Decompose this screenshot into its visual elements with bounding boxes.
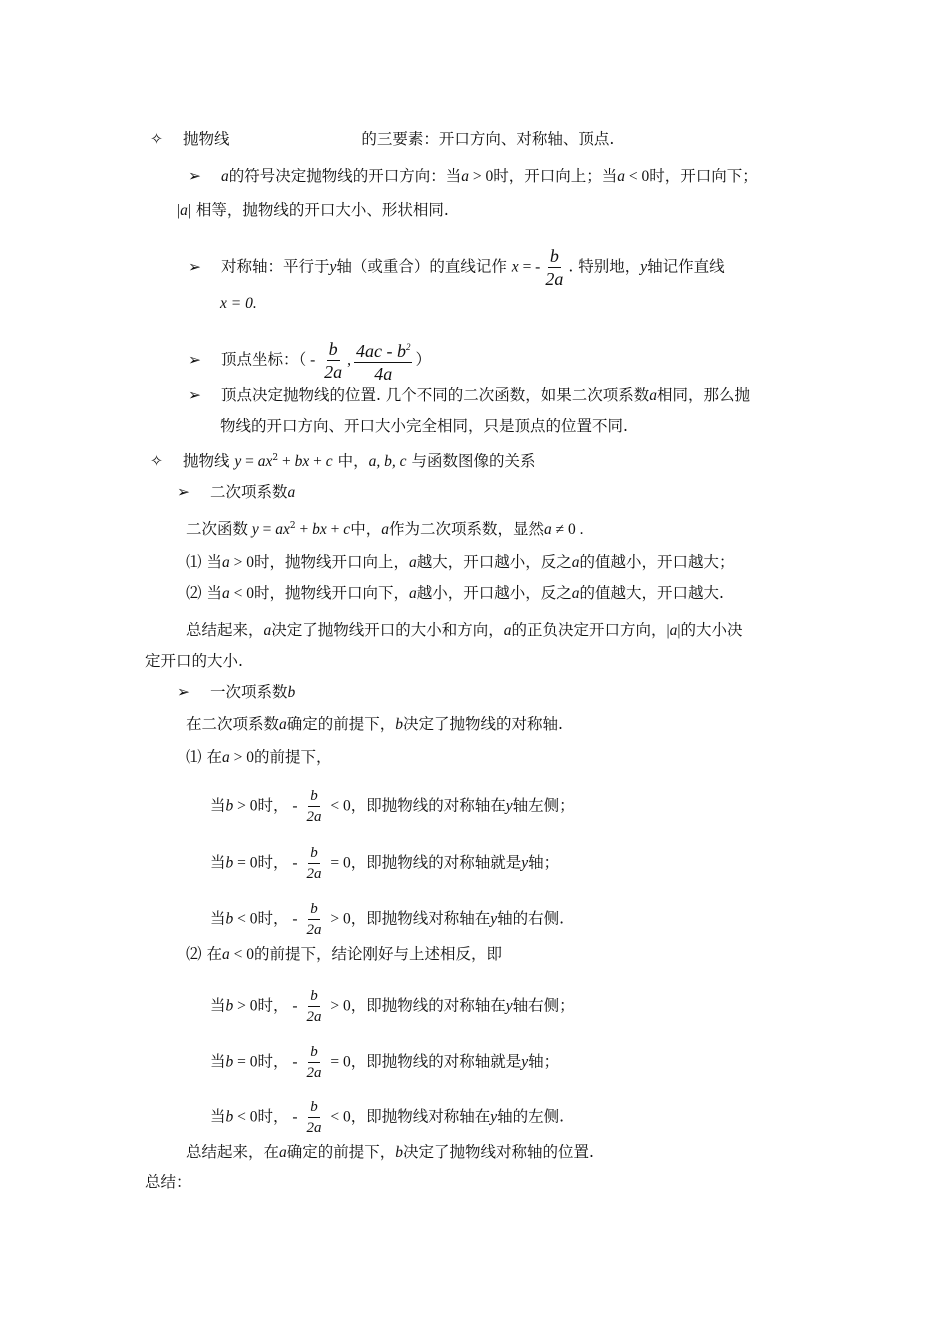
b-case-1-line-1: 当b > 0时， - $\frac{b}{2a}$ < 0，即抛物线的对称轴在y轴左侧； [210, 788, 575, 825]
a-item-1: ⑴ 当a > 0时，抛物线开口向上，a越大，开口越小，反之a的值越小，开口越大； [186, 553, 735, 571]
arrow-bullet-icon: ➢ [188, 167, 201, 185]
paragraph-vertex-position: ➢ 顶点决定抛物线的位置. 几个不同的二次函数，如果二次项系数a相同，那么抛 [188, 386, 751, 404]
heading-text-a: 抛物线 [182, 130, 230, 148]
subheading-a: ➢ 二次项系数a [177, 483, 296, 501]
diamond-bullet-icon: ✧ [150, 130, 163, 148]
b-summary: 总结起来，在a确定的前提下，b决定了抛物线对称轴的位置. [186, 1143, 594, 1161]
paragraph-vertex: ➢ 顶点坐标：（ - $\frac{b}{2a}$ , $\frac{4ac - b^2}{4a}$ ） [188, 336, 431, 385]
a-item-2: ⑵ 当a < 0时，抛物线开口向下，a越小，开口越小，反之a的值越大，开口越大. [186, 584, 724, 602]
a-summary: 总结起来，a决定了抛物线开口的大小和方向，a的正负决定开口方向，|a|的大小决 [186, 621, 743, 639]
arrow-bullet-icon: ➢ [177, 483, 190, 501]
b-body: 在二次项系数a确定的前提下，b决定了抛物线的对称轴. [186, 715, 563, 733]
section-2-heading: ✧ 抛物线 $y = ax^2$ + bx + c 中，a, b, c 与函数图像的关系 [150, 452, 536, 471]
b-case-1-line-3: 当b < 0时， - $\frac{b}{2a}$ > 0，即抛物线对称轴在y轴的右侧. [210, 901, 565, 938]
axis-equation: x = 0. [220, 295, 257, 312]
final-summary-label: 总结： [145, 1173, 192, 1191]
arrow-bullet-icon: ➢ [188, 386, 201, 404]
b-case-2-line-2: 当b = 0时， - $\frac{b}{2a}$ = 0，即抛物线的对称轴就是y轴； [210, 1044, 560, 1081]
b-case-2-line-3: 当b < 0时， - $\frac{b}{2a}$ < 0，即抛物线对称轴在y轴的左侧. [210, 1099, 565, 1136]
paragraph-vertex-position-2: 物线的开口方向、开口大小完全相同，只是顶点的位置不同. [220, 417, 628, 435]
fraction-b-over-2a: $\frac{b}{2a}$ [545, 246, 564, 289]
section-1-heading [150, 129, 614, 149]
b-case-2-line-1: 当b > 0时， - $\frac{b}{2a}$ > 0，即抛物线的对称轴在y轴右侧； [210, 988, 575, 1025]
paragraph-abs-a: |a| 相等，抛物线的开口大小、形状相同. [177, 201, 449, 219]
b-case-1-heading: ⑴ 在a > 0的前提下， [186, 748, 332, 766]
a-body: 二次函数 $y = ax^2$ + bx + c中，a作为二次项系数，显然a ≠ 0 . [186, 520, 584, 539]
b-case-2-heading: ⑵ 在a < 0的前提下，结论刚好与上述相反，即 [186, 945, 502, 963]
subheading-b: ➢ 一次项系数b [177, 683, 296, 701]
arrow-bullet-icon: ➢ [177, 683, 190, 701]
b-case-1-line-2: 当b = 0时， - $\frac{b}{2a}$ = 0，即抛物线的对称轴就是y轴； [210, 845, 560, 882]
a-summary-2: 定开口的大小. [145, 652, 243, 670]
arrow-bullet-icon: ➢ [188, 257, 201, 276]
heading-text-b: 的三要素：开口方向、对称轴、顶点. [361, 130, 615, 148]
paragraph-axis: ➢ 对称轴：平行于y轴（或重合）的直线记作 x = - $\frac{b}{2a}$ . 特别地，y轴记作直线 [188, 246, 725, 289]
diamond-bullet-icon: ✧ [150, 452, 163, 471]
paragraph-opening-direction: ➢ a的符号决定抛物线的开口方向：当a > 0时，开口向上；当a < 0时，开口向下； [188, 167, 758, 185]
arrow-bullet-icon: ➢ [188, 350, 201, 369]
